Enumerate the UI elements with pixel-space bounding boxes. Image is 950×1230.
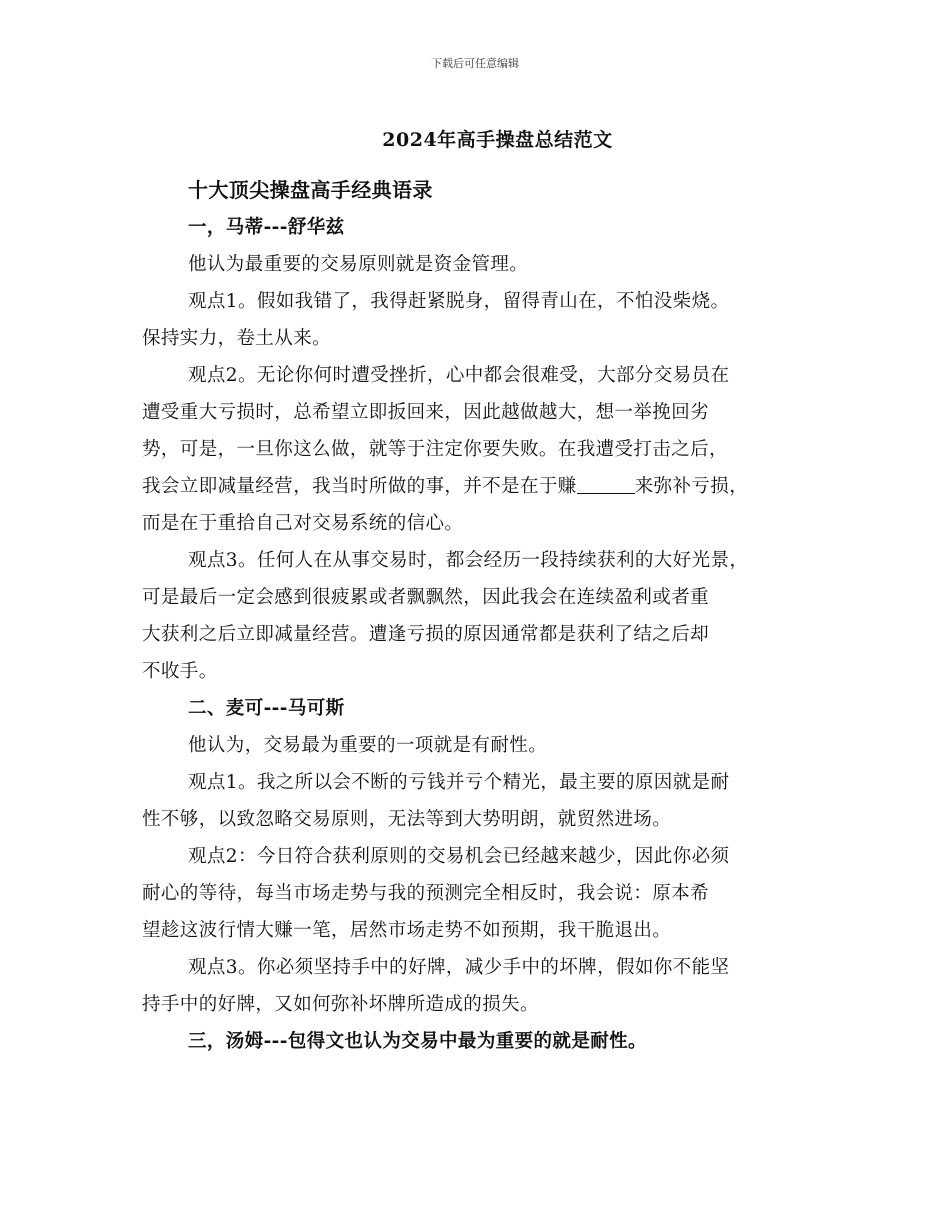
paragraph-line: 他认为，交易最为重要的一项就是有耐性。: [188, 735, 548, 756]
paragraph-line: 观点3。你必须坚持手中的好牌，减少手中的坏牌，假如你不能坚: [188, 957, 730, 978]
paragraph-line: 耐心的等待，每当市场走势与我的预测完全相反时，我会说：原本希: [142, 883, 710, 904]
paragraph-line: 大获利之后立即减量经营。遭逢亏损的原因通常都是获利了结之后却: [142, 624, 710, 645]
header-note: 下载后可任意编辑: [431, 57, 519, 70]
paragraph-line: 观点1。假如我错了，我得赶紧脱身，留得青山在，不怕没柴烧。: [188, 291, 730, 312]
document-title: 2024年高手操盘总结范文: [382, 129, 613, 151]
subheading-2: 二、麦可---马可斯: [188, 698, 345, 719]
fill-in-blank: [577, 475, 635, 494]
paragraph-line: 性不够，以致忽略交易原则，无法等到大势明朗，就贸然进场。: [142, 809, 672, 830]
paragraph-line: 不收手。: [142, 661, 218, 682]
paragraph-line: 可是最后一定会感到很疲累或者飘飘然，因此我会在连续盈利或者重: [142, 587, 710, 608]
subheading-3: 三，汤姆---包得文也认为交易中最为重要的就是耐性。: [188, 1031, 647, 1052]
paragraph-line: 保持实力，卷土从来。: [142, 328, 332, 349]
line-segment: 我会立即减量经营，我当时所做的事，并不是在于赚: [142, 476, 577, 497]
paragraph-line: 观点1。我之所以会不断的亏钱并亏个精光，最主要的原因就是耐: [188, 772, 730, 793]
paragraph-line: 势，可是，一旦你这么做，就等于注定你要失败。在我遭受打击之后，: [142, 439, 728, 460]
paragraph-line: 而是在于重拾自己对交易系统的信心。: [142, 513, 464, 534]
paragraph-line: 观点2。无论你何时遭受挫折，心中都会很难受，大部分交易员在: [188, 365, 730, 386]
paragraph-line: 观点2：今日符合获利原则的交易机会已经越来越少，因此你必须: [188, 846, 730, 867]
paragraph-line: 望趁这波行情大赚一笔，居然市场走势不如预期，我干脆退出。: [142, 920, 672, 941]
paragraph-line: 持手中的好牌，又如何弥补坏牌所造成的损失。: [142, 994, 539, 1015]
subheading-1: 一，马蒂---舒华兹: [188, 217, 345, 238]
line-segment: 来弥补亏损，: [634, 476, 749, 497]
paragraph-line: 他认为最重要的交易原则就是资金管理。: [188, 254, 529, 275]
paragraph-line: 遭受重大亏损时，总希望立即扳回来，因此越做越大，想一举挽回劣: [142, 402, 710, 423]
document-body: [142, 172, 822, 1060]
paragraph-line: 观点3。任何人在从事交易时，都会经历一段持续获利的大好光景，: [188, 550, 749, 571]
paragraph-line: [142, 468, 822, 505]
section-heading: 十大顶尖操盘高手经典语录: [188, 178, 433, 202]
